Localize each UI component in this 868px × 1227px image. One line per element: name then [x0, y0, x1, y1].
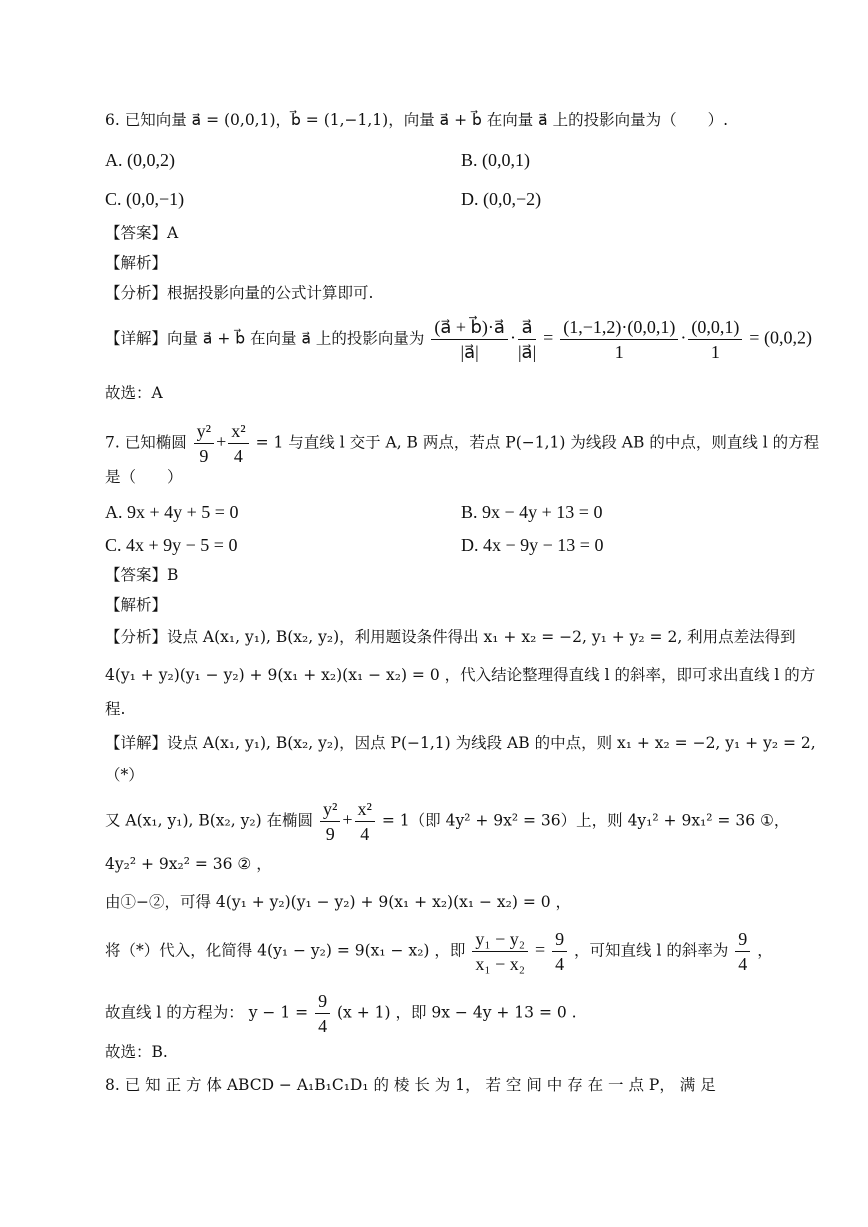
- q6-fraction-4: $\frac{(0,0,1)}{1}$: [688, 318, 742, 361]
- q7-stem-line2: 是（ ）: [105, 468, 183, 486]
- q6-answer: 【答案】A: [105, 224, 179, 242]
- q6-option-c: C. (0,0,−1): [105, 189, 185, 209]
- q7-detail-line5: 由①−②，可得 4(y₁ + y₂)(y₁ − y₂) + 9(x₁ + x₂)(x₁ − x₂) = 0 ，: [105, 893, 572, 911]
- q7-option-c: C. 4x + 9y − 5 = 0: [105, 535, 238, 555]
- q6-stem: 6. 已知向量 a⃗ = (0,0,1)，b⃗ = (1,−1,1)，向量 a⃗ + b⃗ 在向量 a⃗ 上的投影向量为（ ）.: [105, 111, 729, 129]
- q6-option-d: D. (0,0,−2): [461, 189, 542, 209]
- q6-fraction-2: $\frac{a⃗}{|a⃗|}$: [517, 317, 537, 362]
- q7-stem: 7. 已知椭圆 $\frac{\text{y²}}{9}$ + $\frac{\text{x²}}{4}$ = 1 与直线 l 交于 A, B 两点，若点 P(−1,1) 为线段 AB 的中点，则直线 l 的方程: [105, 421, 820, 466]
- q7-detail-line7: 故直线 l 的方程为： y − 1 = $\frac{9}{4}$ (x + 1) ，即 9x − 4y + 13 = 0 .: [105, 991, 577, 1036]
- q7-answer: 【答案】B: [105, 566, 179, 584]
- q7-analysis-line3: 程.: [105, 700, 126, 718]
- q7-line-slope: $\frac{9}{4}$: [315, 992, 330, 1035]
- q6-analysis: 【分析】根据投影向量的公式计算即可.: [105, 284, 374, 302]
- q6-option-b: B. (0,0,1): [461, 150, 530, 170]
- q6-fraction-1: $\frac{(a⃗ + b⃗)\cdot a⃗}{|a⃗|}$: [431, 318, 508, 361]
- q6-analysis-heading: 【解析】: [105, 254, 168, 272]
- q7-slope-conclusion: $\frac{9}{4}$: [735, 930, 750, 973]
- q6-result: = (0,0,2): [749, 327, 812, 348]
- q7-detail-line3: 又 A(x₁, y₁), B(x₂, y₂) 在椭圆 $\frac{\text{y²}}{9}$ + $\frac{\text{x²}}{4}$ = 1（即 4y² + 9x² = 36）上，则 4y₁² + 9x₁² = 36 ①，: [105, 799, 790, 844]
- q7-ellipse-x-term: $\frac{\text{x²}}{4}$: [228, 422, 248, 465]
- q7-analysis-heading: 【解析】: [105, 596, 168, 614]
- q7-detail-line6: 将（*）代入，化简得 4(y₁ − y₂) = 9(x₁ − x₂) ，即 $\frac{\text{y₁ − y₂}}{\text{x₁ − x₂}}$ = $\frac{9}{4}$ ，可知直线 l 的斜率为 $\frac{9}{4}$ ，: [105, 929, 773, 974]
- q7-detail-line2: （*）: [105, 766, 144, 784]
- q7-detail-ellipse-x-term: $\frac{\text{x²}}{4}$: [355, 800, 375, 843]
- q7-option-d: D. 4x − 9y − 13 = 0: [461, 535, 604, 555]
- q7-slope-value: $\frac{9}{4}$: [552, 930, 567, 973]
- q7-option-a: A. 9x + 4y + 5 = 0: [105, 502, 239, 522]
- q7-choose: 故选：B.: [105, 1043, 168, 1061]
- q7-option-b: B. 9x − 4y + 13 = 0: [461, 502, 603, 522]
- q7-analysis-line2: 4(y₁ + y₂)(y₁ − y₂) + 9(x₁ + x₂)(x₁ − x₂) = 0 ，代入结论整理得直线 l 的斜率，即可求出直线 l 的方: [105, 666, 816, 684]
- q6-detail: 【详解】向量 a⃗ + b⃗ 在向量 a⃗ 上的投影向量为 $\frac{(a⃗ + b⃗)\cdot a⃗}{|a⃗|}$ · $\frac{a⃗}{|a⃗|}$ = $\frac{(1,-1,2)\cdot(0,0,1)}{1}$ · $\frac{(0,0,1)}{1}$ = (0,0,2): [105, 317, 812, 362]
- q6-choose: 故选：A: [105, 384, 163, 402]
- q7-detail-line1: 【详解】设点 A(x₁, y₁), B(x₂, y₂)，因点 P(−1,1) 为线段 AB 的中点，则 x₁ + x₂ = −2, y₁ + y₂ = 2,: [105, 734, 816, 752]
- q6-fraction-3: $\frac{(1,-1,2)\cdot(0,0,1)}{1}$: [560, 318, 678, 361]
- q7-slope-fraction: $\frac{\text{y₁ − y₂}}{\text{x₁ − x₂}}$: [472, 930, 528, 973]
- q6-option-a: A. (0,0,2): [105, 150, 175, 170]
- q7-detail-line4: 4y₂² + 9x₂² = 36 ② ，: [105, 855, 272, 873]
- q7-detail-ellipse-y-term: $\frac{\text{y²}}{9}$: [320, 800, 340, 843]
- q7-analysis-line1: 【分析】设点 A(x₁, y₁), B(x₂, y₂)，利用题设条件得出 x₁ + x₂ = −2, y₁ + y₂ = 2, 利用点差法得到: [105, 628, 796, 646]
- q6-detail-prefix: 【详解】向量 a⃗ + b⃗ 在向量 a⃗ 上的投影向量为: [105, 329, 425, 348]
- q7-ellipse-y-term: $\frac{\text{y²}}{9}$: [194, 422, 214, 465]
- q8-stem: 8. 已 知 正 方 体 ABCD − A₁B₁C₁D₁ 的 棱 长 为 1， 若 空 间 中 存 在 一 点 P， 满 足: [105, 1076, 716, 1094]
